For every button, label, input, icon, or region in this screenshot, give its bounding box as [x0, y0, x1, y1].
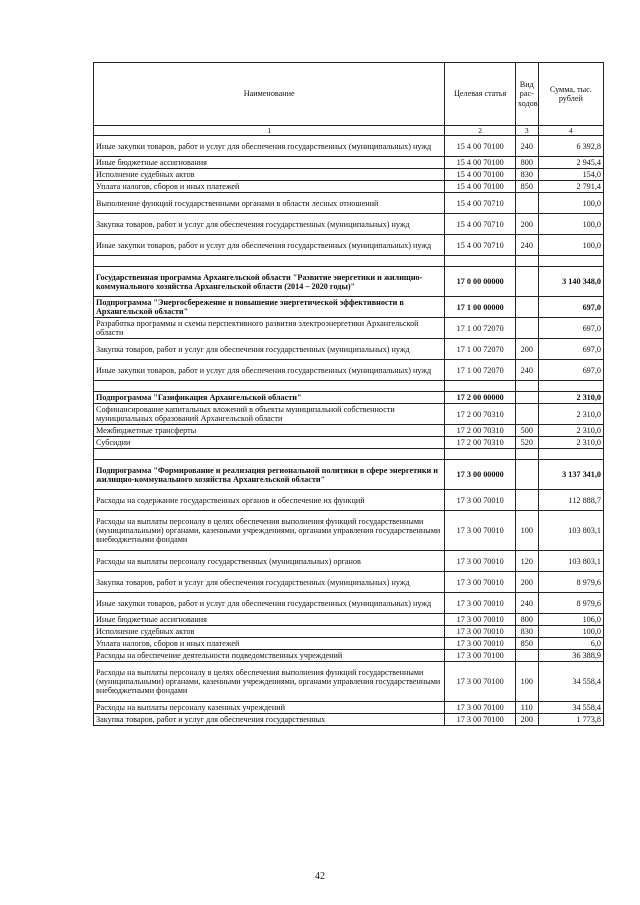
row-sum: 106,0: [538, 614, 603, 626]
row-vr: [515, 267, 538, 297]
row-vr: 240: [515, 235, 538, 256]
row-name: Подпрограмма "Газификация Архангельской области": [94, 392, 445, 404]
row-sum: 100,0: [538, 193, 603, 214]
row-name: [94, 449, 445, 460]
row-sum: [538, 256, 603, 267]
row-vr: [515, 297, 538, 318]
table-row: [94, 626, 604, 638]
row-name: [94, 381, 445, 392]
row-name: Исполнение судебных актов: [94, 626, 445, 638]
row-vr: 240: [515, 360, 538, 381]
row-vr: [515, 449, 538, 460]
row-code: 17 3 00 00000: [445, 460, 515, 490]
table-header-row: [94, 63, 604, 126]
row-code: 15 4 00 70100: [445, 136, 515, 157]
row-sum: 34 558,4: [538, 662, 603, 702]
row-name: Уплата налогов, сборов и иных платежей: [94, 638, 445, 650]
row-name: Иные закупки товаров, работ и услуг для обеспечения государственных (муниципальных) нужд: [94, 136, 445, 157]
row-sum: 6 392,8: [538, 136, 603, 157]
row-vr: 240: [515, 593, 538, 614]
row-name: Подпрограмма "Формирование и реализация региональной политики в сфере энергетики и жилищно-коммунального хозяйства Архангельской области": [94, 460, 445, 490]
row-vr: 200: [515, 572, 538, 593]
row-vr: [515, 404, 538, 425]
row-sum: 2 310,0: [538, 404, 603, 425]
row-name: Закупка товаров, работ и услуг для обеспечения государственных (муниципальных) нужд: [94, 572, 445, 593]
row-code: 17 3 00 70010: [445, 638, 515, 650]
row-sum: 3 137 341,0: [538, 460, 603, 490]
row-sum: 3 140 348,0: [538, 267, 603, 297]
row-code: 17 3 00 70010: [445, 593, 515, 614]
row-vr: 800: [515, 614, 538, 626]
row-code: 17 3 00 70010: [445, 490, 515, 511]
row-name: Софинансирование капитальных вложений в объекты муниципальной собственности муниципальных образований Архангельской области: [94, 404, 445, 425]
row-name: Закупка товаров, работ и услуг для обеспечения государственных: [94, 714, 445, 726]
row-name: [94, 256, 445, 267]
table-row: [94, 437, 604, 449]
row-name: Субсидии: [94, 437, 445, 449]
table-row: [94, 449, 604, 460]
row-name: Расходы на обеспечение деятельности подведомственных учреждений: [94, 650, 445, 662]
column-number: 4: [538, 126, 603, 136]
row-vr: [515, 392, 538, 404]
row-code: 15 4 00 70100: [445, 157, 515, 169]
row-name: Уплата налогов, сборов и иных платежей: [94, 181, 445, 193]
row-sum: 100,0: [538, 214, 603, 235]
row-code: 15 4 00 70100: [445, 181, 515, 193]
row-name: Закупка товаров, работ и услуг для обеспечения государственных (муниципальных) нужд: [94, 339, 445, 360]
row-code: 17 1 00 72070: [445, 360, 515, 381]
table-row: [94, 593, 604, 614]
row-sum: 103 803,1: [538, 551, 603, 572]
budget-table: [93, 62, 604, 726]
row-name: Расходы на выплаты персоналу государственных (муниципальных) органов: [94, 551, 445, 572]
row-sum: 2 310,0: [538, 425, 603, 437]
header-name: Наименование: [94, 63, 445, 126]
row-vr: 850: [515, 638, 538, 650]
table-row: [94, 193, 604, 214]
row-code: 17 1 00 72070: [445, 318, 515, 339]
table-row: [94, 392, 604, 404]
row-vr: 200: [515, 214, 538, 235]
table-row: [94, 267, 604, 297]
table-row: [94, 297, 604, 318]
row-name: Выполнение функций государственными органами в области лесных отношений: [94, 193, 445, 214]
table-row: [94, 702, 604, 714]
table-row: [94, 360, 604, 381]
row-sum: 697,0: [538, 297, 603, 318]
row-code: [445, 381, 515, 392]
row-code: 17 2 00 00000: [445, 392, 515, 404]
row-sum: 103 803,1: [538, 511, 603, 551]
row-vr: 850: [515, 181, 538, 193]
row-vr: 200: [515, 714, 538, 726]
row-name: Государственная программа Архангельской области "Развитие энергетики и жилищно-коммунального хозяйства Архангельской области (2014 – 2020 годы)": [94, 267, 445, 297]
row-vr: [515, 460, 538, 490]
row-code: 17 3 00 70010: [445, 551, 515, 572]
row-name: Расходы на выплаты персоналу в целях обеспечения выполнения функций государственными (муниципальными) органами, казенными учреждениями, органами управления государственными внебюджетными фондами: [94, 662, 445, 702]
row-name: Исполнение судебных актов: [94, 169, 445, 181]
row-vr: [515, 256, 538, 267]
row-vr: [515, 318, 538, 339]
row-code: 17 3 00 70100: [445, 702, 515, 714]
row-sum: 1 773,8: [538, 714, 603, 726]
table-row: [94, 614, 604, 626]
row-sum: 2 791,4: [538, 181, 603, 193]
table-row: [94, 181, 604, 193]
table-row: [94, 235, 604, 256]
row-name: Расходы на содержание государственных органов и обеспечение их функций: [94, 490, 445, 511]
row-code: 15 4 00 70710: [445, 214, 515, 235]
row-sum: [538, 449, 603, 460]
table-row: [94, 339, 604, 360]
row-code: 17 1 00 00000: [445, 297, 515, 318]
row-name: Иные закупки товаров, работ и услуг для обеспечения государственных (муниципальных) нужд: [94, 360, 445, 381]
row-vr: 520: [515, 437, 538, 449]
document-page: [93, 62, 604, 726]
row-code: 17 3 00 70100: [445, 662, 515, 702]
row-vr: 830: [515, 169, 538, 181]
row-sum: 2 310,0: [538, 392, 603, 404]
row-code: 17 3 00 70010: [445, 614, 515, 626]
row-vr: 500: [515, 425, 538, 437]
row-code: 17 2 00 70310: [445, 404, 515, 425]
row-sum: 697,0: [538, 360, 603, 381]
row-vr: [515, 650, 538, 662]
row-code: 17 1 00 72070: [445, 339, 515, 360]
row-code: 17 2 00 70310: [445, 425, 515, 437]
row-code: 15 4 00 70100: [445, 169, 515, 181]
row-code: 15 4 00 70710: [445, 235, 515, 256]
table-row: [94, 214, 604, 235]
table-row: [94, 425, 604, 437]
row-name: Иные бюджетные ассигнования: [94, 614, 445, 626]
row-sum: 112 888,7: [538, 490, 603, 511]
table-row: [94, 136, 604, 157]
row-sum: 34 558,4: [538, 702, 603, 714]
table-row: [94, 318, 604, 339]
page-number: 42: [315, 871, 325, 882]
row-vr: [515, 490, 538, 511]
row-vr: 240: [515, 136, 538, 157]
header-sum: Сумма, тыс. рублей: [538, 63, 603, 126]
table-row: [94, 460, 604, 490]
table-row: [94, 256, 604, 267]
row-sum: 154,0: [538, 169, 603, 181]
table-row: [94, 157, 604, 169]
row-sum: 697,0: [538, 339, 603, 360]
row-code: 17 3 00 70010: [445, 572, 515, 593]
table-row: [94, 381, 604, 392]
header-code: Целевая статья: [445, 63, 515, 126]
row-sum: [538, 381, 603, 392]
row-vr: 100: [515, 662, 538, 702]
table-row: [94, 662, 604, 702]
column-number-row: [94, 126, 604, 136]
row-name: Разработка программы и схемы перспективного развития электроэнергетики Архангельской области: [94, 318, 445, 339]
table-row: [94, 404, 604, 425]
table-row: [94, 169, 604, 181]
row-name: Межбюджетные трансферты: [94, 425, 445, 437]
row-sum: 100,0: [538, 626, 603, 638]
row-sum: 2 310,0: [538, 437, 603, 449]
row-name: Иные бюджетные ассигнования: [94, 157, 445, 169]
row-sum: 8 979,6: [538, 572, 603, 593]
row-name: Подпрограмма "Энергосбережение и повышение энергетической эффективности в Архангельской области": [94, 297, 445, 318]
row-code: 17 2 00 70310: [445, 437, 515, 449]
row-vr: 120: [515, 551, 538, 572]
column-number: 2: [445, 126, 515, 136]
row-sum: 8 979,6: [538, 593, 603, 614]
row-vr: 110: [515, 702, 538, 714]
row-sum: 6,0: [538, 638, 603, 650]
row-name: Расходы на выплаты персоналу казенных учреждений: [94, 702, 445, 714]
row-code: 17 3 00 70100: [445, 714, 515, 726]
row-code: 15 4 00 70710: [445, 193, 515, 214]
table-row: [94, 572, 604, 593]
table-row: [94, 650, 604, 662]
row-vr: [515, 381, 538, 392]
row-sum: 2 945,4: [538, 157, 603, 169]
table-row: [94, 638, 604, 650]
table-row: [94, 551, 604, 572]
row-code: 17 3 00 70010: [445, 626, 515, 638]
header-vr: Вид рас-ходов: [515, 63, 538, 126]
row-name: Иные закупки товаров, работ и услуг для обеспечения государственных (муниципальных) нужд: [94, 593, 445, 614]
table-row: [94, 714, 604, 726]
row-code: 17 0 00 00000: [445, 267, 515, 297]
table-row: [94, 490, 604, 511]
row-name: Закупка товаров, работ и услуг для обеспечения государственных (муниципальных) нужд: [94, 214, 445, 235]
row-vr: 100: [515, 511, 538, 551]
row-code: 17 3 00 70100: [445, 650, 515, 662]
row-vr: 830: [515, 626, 538, 638]
row-sum: 100,0: [538, 235, 603, 256]
row-code: [445, 449, 515, 460]
row-name: Иные закупки товаров, работ и услуг для обеспечения государственных (муниципальных) нужд: [94, 235, 445, 256]
row-vr: 200: [515, 339, 538, 360]
table-row: [94, 511, 604, 551]
row-sum: 36 388,9: [538, 650, 603, 662]
row-sum: 697,0: [538, 318, 603, 339]
row-name: Расходы на выплаты персоналу в целях обеспечения выполнения функций государственными (муниципальными) органами, казенными учреждениями, органами управления государственными внебюджетными фондами: [94, 511, 445, 551]
column-number: 3: [515, 126, 538, 136]
row-code: 17 3 00 70010: [445, 511, 515, 551]
row-vr: [515, 193, 538, 214]
column-number: 1: [94, 126, 445, 136]
row-vr: 800: [515, 157, 538, 169]
row-code: [445, 256, 515, 267]
